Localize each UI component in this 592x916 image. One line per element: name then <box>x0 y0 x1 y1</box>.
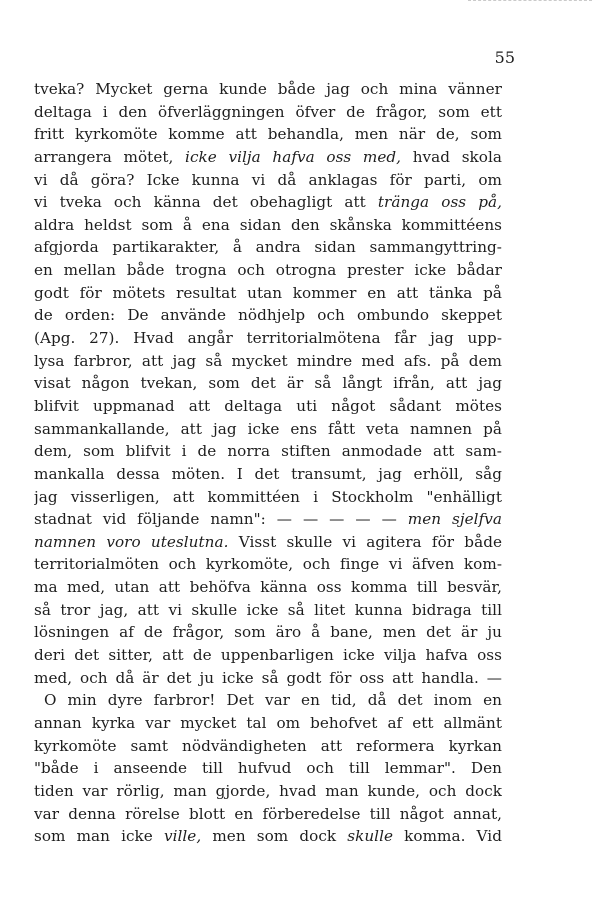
text-line <box>34 644 502 667</box>
text-line <box>34 735 502 758</box>
text-line <box>34 825 502 848</box>
text-line <box>34 236 502 259</box>
text-run: som man icke <box>34 827 164 846</box>
text-line <box>34 259 502 282</box>
text-line <box>34 123 502 146</box>
italic-text-run: men sjelfva <box>407 510 502 529</box>
text-run: tveka? Mycket gerna kunde både jag och mina vänner <box>34 80 502 98</box>
text-line <box>34 304 502 327</box>
text-run: jag visserligen, att kommittéen i Stockholm "enhälligt <box>34 487 502 506</box>
text-run: deri det sitter, att de uppenbarligen icke vilja hafva oss <box>34 646 502 665</box>
text-run: lysa farbror, att jag så mycket mindre med afs. på dem <box>34 351 502 370</box>
text-line <box>34 191 502 214</box>
text-line <box>34 78 502 101</box>
text-line <box>34 621 502 644</box>
text-line <box>34 169 502 192</box>
text-run: fritt kyrkomöte komme att behandla, men när de, som <box>34 125 502 144</box>
text-line <box>34 757 502 780</box>
scan-edge-mark <box>468 0 592 4</box>
italic-text-run: skulle <box>347 827 394 846</box>
text-run: komma. Vid <box>393 827 502 846</box>
text-run: O min dyre farbror! Det var en tid, då det inom en <box>44 691 502 710</box>
text-run: de orden: De använde nödhjelp och ombundo skeppet <box>34 306 502 325</box>
text-line <box>34 146 502 169</box>
text-run: (Apg. 27). Hvad angår territorialmötena får jag upp- <box>34 329 502 348</box>
text-line <box>34 508 502 531</box>
text-run: tiden var rörlig, man gjorde, hvad man kunde, och dock <box>34 781 502 800</box>
text-run: var denna rörelse blott en förberedelse till något annat, <box>34 804 502 823</box>
text-run: sammankallande, att jag icke ens fått veta namnen på <box>34 419 502 438</box>
text-run: lösningen af de frågor, som äro å bane, men det är ju <box>34 623 502 642</box>
text-line <box>34 463 502 486</box>
text-line <box>34 282 502 305</box>
text-run: deltaga i den öfverläggningen öfver de frågor, som ett <box>34 102 502 121</box>
text-run: vi då göra? Icke kunna vi då anklagas för parti, om <box>34 170 502 189</box>
text-run: Visst skulle vi agitera för både <box>228 532 502 551</box>
body-text <box>34 78 502 848</box>
text-line <box>34 440 502 463</box>
text-run: med, och då är det ju icke så godt för oss att handla. — <box>34 668 502 687</box>
text-line <box>34 214 502 237</box>
text-line <box>34 803 502 826</box>
text-line <box>34 350 502 373</box>
text-run: så tror jag, att vi skulle icke så litet kunna bidraga till <box>34 600 502 619</box>
text-line <box>34 780 502 803</box>
italic-text-run: tränga oss på, <box>377 193 502 212</box>
text-run: ma med, utan att behöfva känna oss komma till besvär, <box>34 578 502 597</box>
text-run: annan kyrka var mycket tal om behofvet af ett allmänt <box>34 713 502 732</box>
text-line <box>34 101 502 124</box>
text-run: "både i anseende till hufvud och till lemmar". Den <box>34 759 502 778</box>
text-run: kyrkomöte samt nödvändigheten att reformera kyrkan <box>34 736 502 755</box>
text-run: territorialmöten och kyrkomöte, och finge vi äfven kom- <box>34 555 502 574</box>
page-number: 55 <box>494 48 515 67</box>
text-run: vi tveka och känna det obehagligt att <box>34 193 378 212</box>
text-line <box>34 327 502 350</box>
text-line <box>34 599 502 622</box>
text-run: men som dock <box>201 827 348 846</box>
text-line <box>34 395 502 418</box>
text-run: godt för mötets resultat utan kommer en att tänka på <box>34 283 502 302</box>
text-run: blifvit uppmanad att deltaga uti något sådant mötes <box>34 396 502 415</box>
text-line <box>34 531 502 554</box>
text-line <box>34 667 502 690</box>
text-run: hvad skola <box>401 147 502 166</box>
text-run: arrangera mötet, <box>34 147 186 166</box>
text-run: afgjorda partikarakter, å andra sidan sammangyttring- <box>34 238 502 257</box>
text-run: visat någon tvekan, som det är så långt ifrån, att jag <box>34 374 502 393</box>
text-line <box>34 372 502 395</box>
text-line <box>34 418 502 441</box>
italic-text-run: namnen voro uteslutna. <box>34 532 229 551</box>
text-run: mankalla dessa möten. I det transumt, jag erhöll, såg <box>34 464 502 483</box>
italic-text-run: ville, <box>163 827 202 846</box>
text-line <box>34 486 502 509</box>
text-run: en mellan både trogna och otrogna prester icke bådar <box>34 261 502 280</box>
italic-text-run: icke vilja hafva oss med, <box>185 147 402 166</box>
text-line <box>34 553 502 576</box>
text-run: dem, som blifvit i de norra stiften anmodade att sam- <box>34 442 502 461</box>
text-line <box>34 712 502 735</box>
text-line <box>34 576 502 599</box>
text-run: stadnat vid följande namn": — — — — — <box>34 510 408 529</box>
text-line <box>34 689 502 712</box>
text-run: aldra heldst som å ena sidan den skånska kommittéens <box>34 215 502 234</box>
